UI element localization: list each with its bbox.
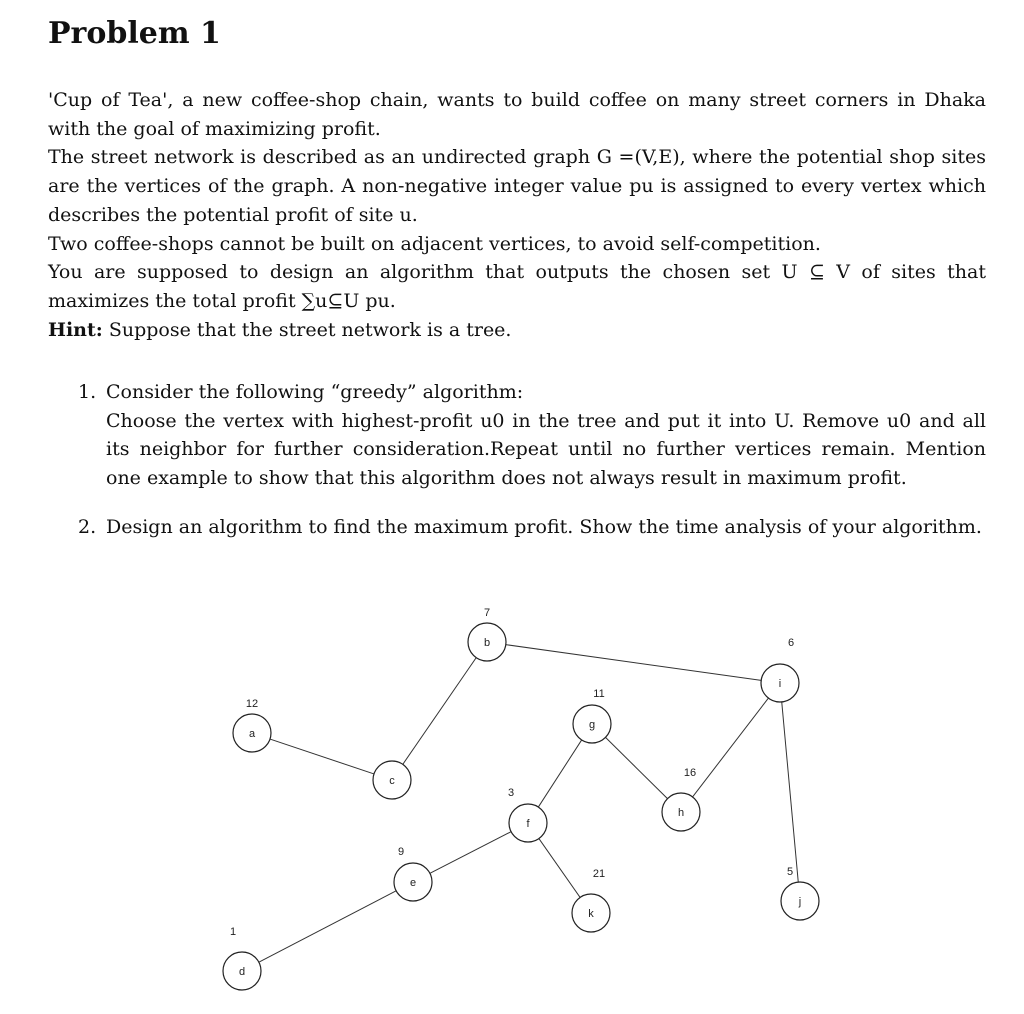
edge-i-j xyxy=(782,702,799,882)
node-j xyxy=(781,882,819,920)
edge-f-k xyxy=(539,839,580,898)
problem-title: Problem 1 xyxy=(48,16,221,51)
node-i-label: i xyxy=(778,678,782,690)
question-1-number: 1. xyxy=(78,381,97,403)
node-g xyxy=(573,705,611,743)
node-b xyxy=(468,623,506,661)
node-j-label: j xyxy=(798,896,802,908)
edge-f-e xyxy=(430,832,511,874)
node-c xyxy=(373,761,411,799)
node-k-profit: 21 xyxy=(592,868,606,880)
node-c-label: c xyxy=(389,775,395,787)
node-i-profit: 6 xyxy=(787,637,795,649)
edge-i-h xyxy=(693,698,769,797)
node-i xyxy=(761,664,799,702)
graph-nodes xyxy=(223,607,819,990)
hint-text: Suppose that the street network is a tree. xyxy=(102,318,512,341)
question-1-lead: Consider the following “greedy” algorithm: xyxy=(106,381,524,403)
node-f xyxy=(509,804,547,842)
node-k xyxy=(572,894,610,932)
node-d-label: d xyxy=(238,966,246,978)
edge-g-h xyxy=(606,737,668,798)
node-a-label: a xyxy=(248,728,256,740)
node-j-profit: 5 xyxy=(786,866,794,878)
intro-line-3: Two coffee-shops cannot be built on adjacent vertices, to avoid self-competition. xyxy=(48,232,821,255)
edge-g-f xyxy=(538,740,581,807)
node-f-label: f xyxy=(526,818,530,830)
node-d-profit: 1 xyxy=(229,926,237,938)
hint-label: Hint: xyxy=(48,318,103,341)
intro-line-1: 'Cup of Tea', a new coffee-shop chain, wants to build coffee on many street corners in Dhaka with the goal of maximizing profit. xyxy=(48,89,986,140)
node-h-label: h xyxy=(677,807,685,819)
node-b-profit: 7 xyxy=(483,607,491,619)
edge-b-i xyxy=(506,645,761,681)
node-g-label: g xyxy=(588,719,596,731)
intro-line-2: The street network is described as an undirected graph G =(V,E), where the potential shop sites are the vertices of the graph. A non-negative integer value pu is assigned to every vertex which describes the potential profit of site u. xyxy=(48,146,986,226)
node-a xyxy=(233,714,271,752)
question-1-body: Choose the vertex with highest-profit u0 in the tree and put it into U. Remove u0 and all its neighbor for further consideration.Repeat until no further vertices remain. Mention one example to show that this algorithm does not always result in maximum profit. xyxy=(106,409,986,490)
edge-a-c xyxy=(270,739,374,774)
node-h-profit: 16 xyxy=(683,767,697,779)
question-2-body: Design an algorithm to find the maximum profit. Show the time analysis of your algorithm. xyxy=(106,515,982,538)
question-2-number: 2. xyxy=(78,515,97,538)
node-h xyxy=(662,793,700,831)
node-a-profit: 12 xyxy=(245,698,259,710)
node-f-profit: 3 xyxy=(507,787,515,799)
node-k-label: k xyxy=(588,908,594,920)
edge-c-b xyxy=(403,658,476,765)
intro-line-4: You are supposed to design an algorithm that outputs the chosen set U ⊆ V of sites that maximizes the total profit ∑u⊆U pu. xyxy=(48,261,986,312)
node-e-label: e xyxy=(409,877,417,889)
node-b-label: b xyxy=(483,637,491,649)
edge-e-d xyxy=(259,891,396,962)
node-e-profit: 9 xyxy=(397,846,405,858)
node-d xyxy=(223,952,261,990)
node-g-profit: 11 xyxy=(593,688,605,700)
node-e xyxy=(394,863,432,901)
